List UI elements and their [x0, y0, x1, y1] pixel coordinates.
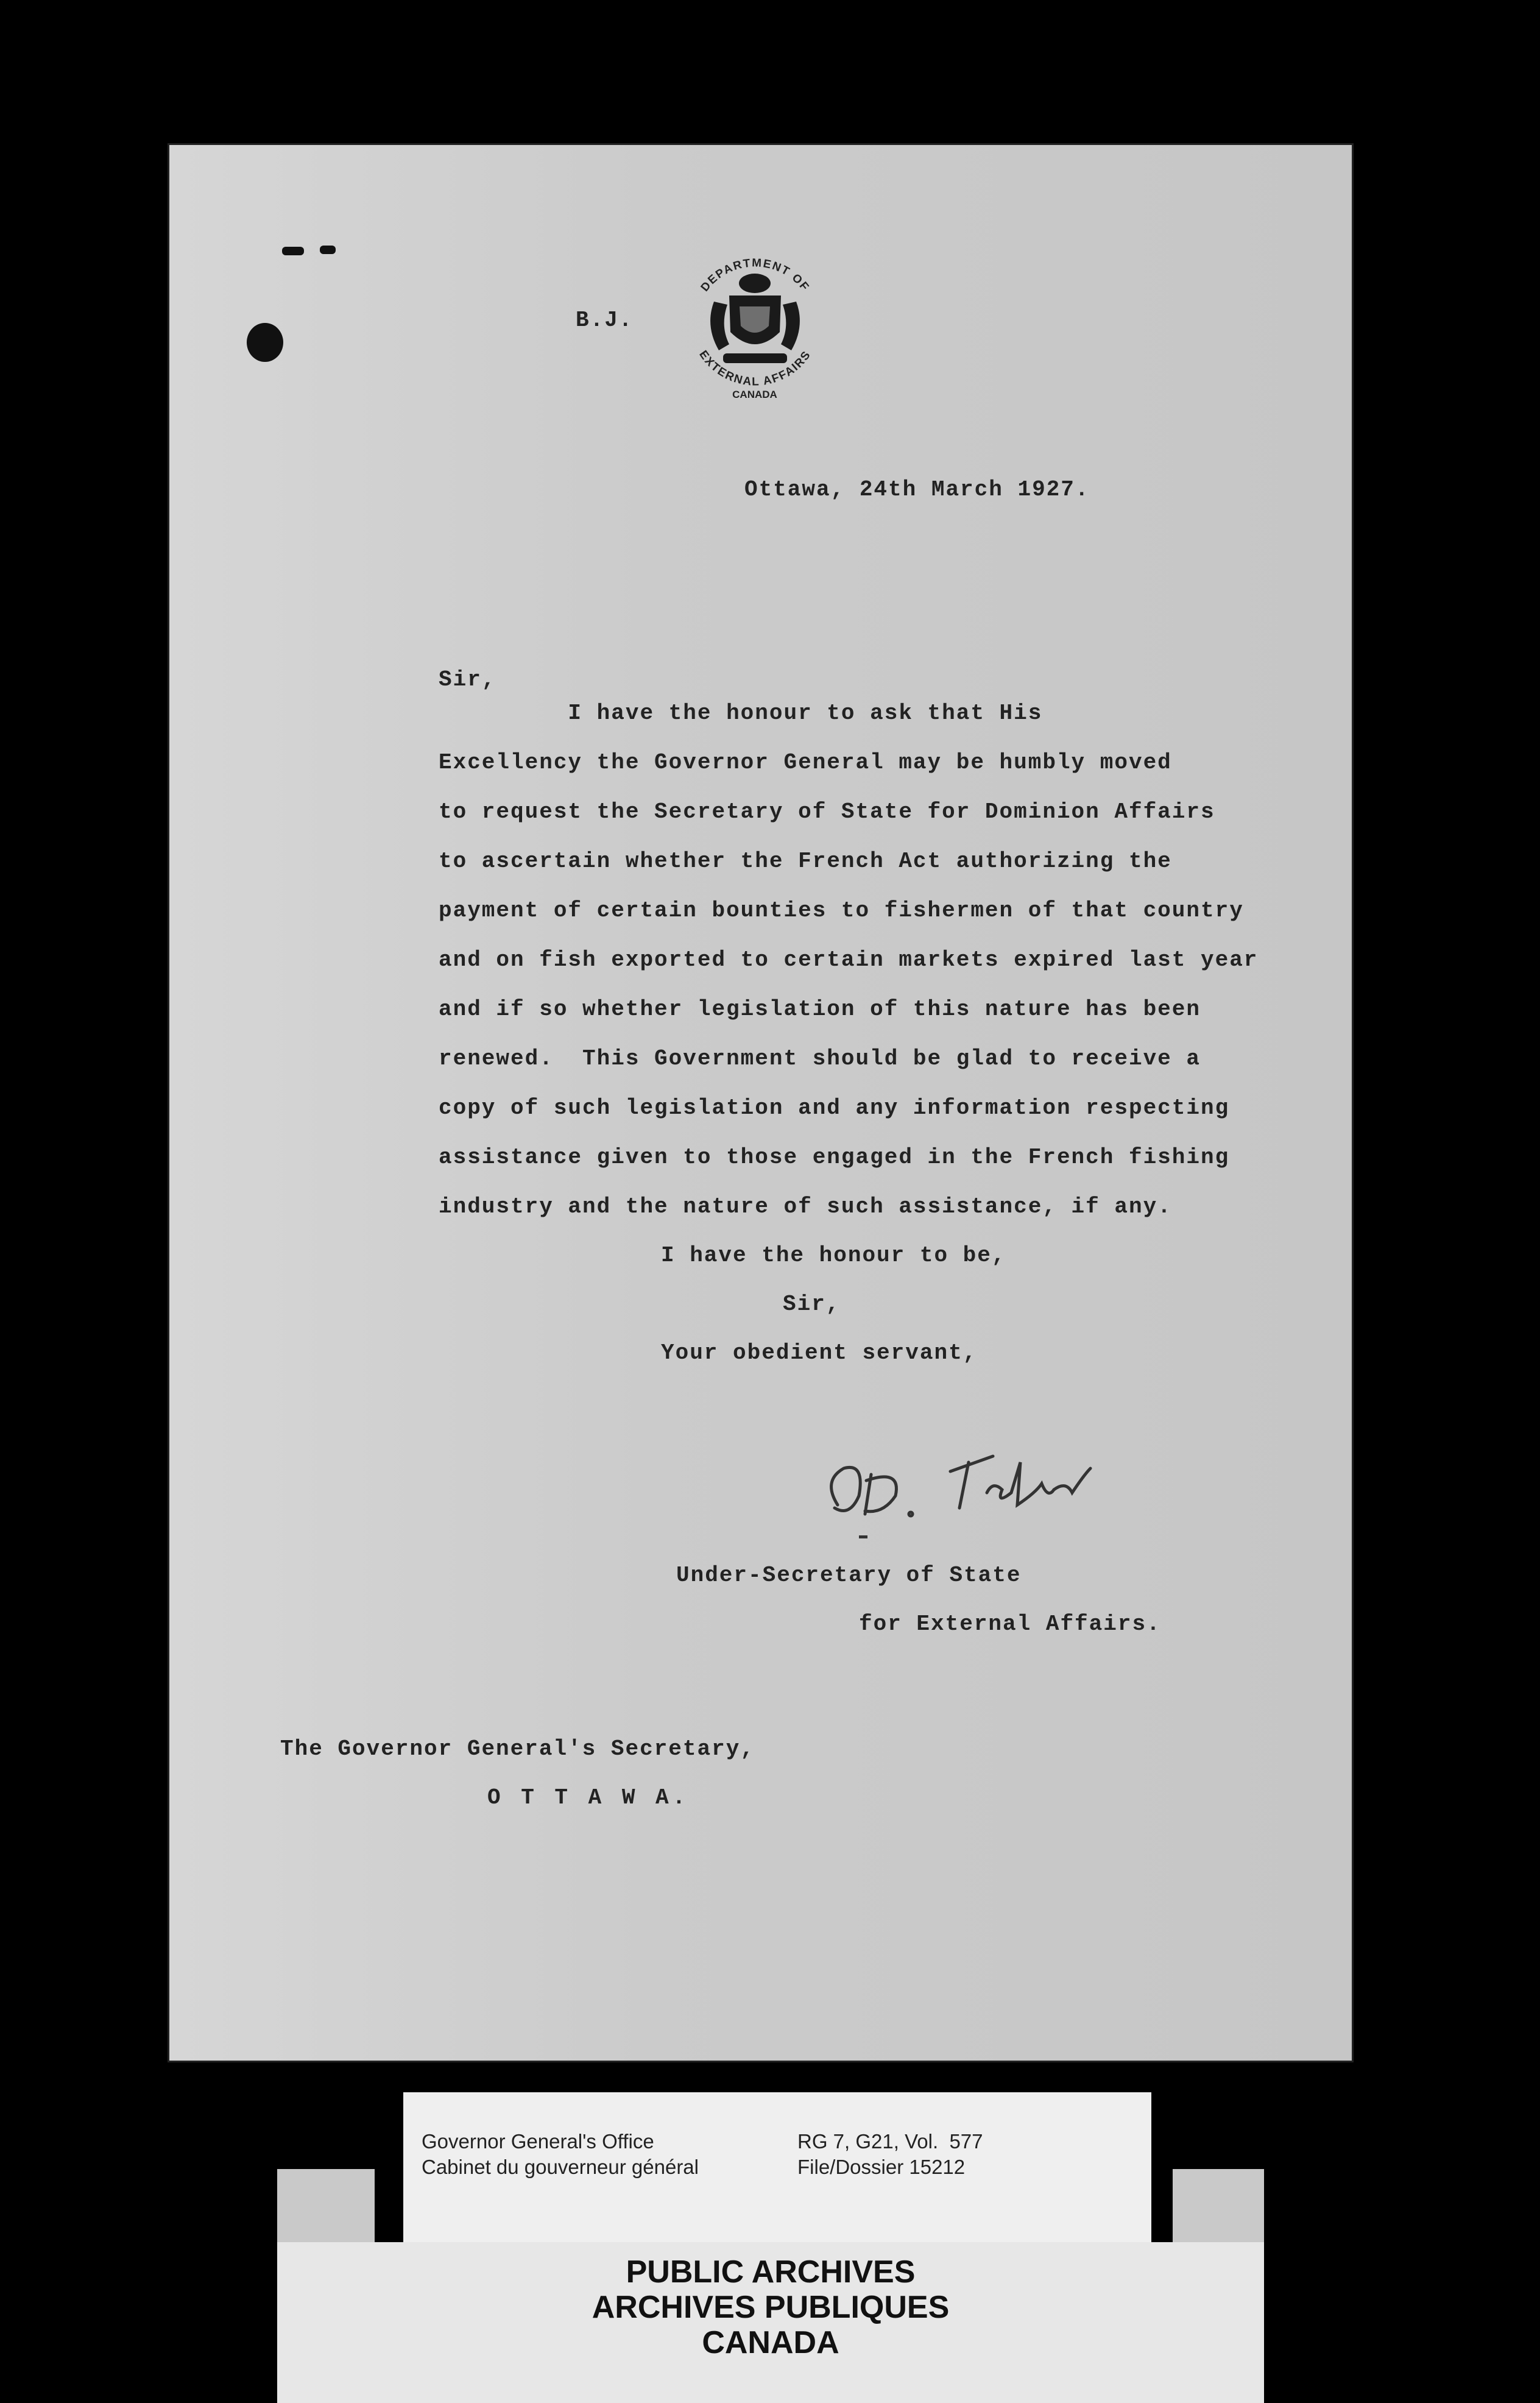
clip-left [277, 2169, 375, 2242]
addressee-line-2: O T T A W A. [487, 1785, 690, 1810]
body-line: and on fish exported to certain markets expired last year [439, 947, 1259, 972]
seal-text-country: CANADA [732, 389, 777, 400]
office-fr: Cabinet du gouverneur général [422, 2156, 699, 2178]
archives-line-1: PUBLIC ARCHIVES [626, 2254, 916, 2290]
body-line: to ascertain whether the French Act authorizing the [439, 849, 1172, 874]
initials: B.J. [576, 308, 634, 333]
letter-body [439, 688, 1352, 1231]
office-en: Governor General's Office [422, 2130, 654, 2153]
body-line: I have the honour to ask that His [439, 701, 1043, 726]
punch-mark [320, 246, 336, 254]
body-line: assistance given to those engaged in the French fishing [439, 1145, 1230, 1170]
body-line: to request the Secretary of State for Dominion Affairs [439, 799, 1215, 824]
handwritten-signature [810, 1438, 1176, 1541]
archives-line-3: CANADA [702, 2325, 839, 2360]
addressee-line-1: The Governor General's Secretary, [280, 1736, 755, 1761]
date-line: Ottawa, 24th March 1927. [744, 477, 1090, 502]
body-line: payment of certain bounties to fishermen of that country [439, 898, 1244, 923]
punch-mark [282, 247, 304, 255]
clip-right [1173, 2169, 1264, 2242]
department-seal [671, 235, 839, 402]
seal-text-top: DEPARTMENT OF [698, 257, 812, 294]
signature-title-1: Under-Secretary of State [676, 1563, 1022, 1588]
body-line: Excellency the Governor General may be humbly moved [439, 750, 1172, 775]
body-line: industry and the nature of such assistance, if any. [439, 1194, 1172, 1219]
archive-reference-label [403, 2092, 1151, 2257]
file-number: File/Dossier 15212 [797, 2156, 966, 2178]
closing-line-2: Sir, [783, 1292, 841, 1317]
reference-number: RG 7, G21, Vol. 577 [797, 2130, 983, 2153]
archives-line-2: ARCHIVES PUBLIQUES [592, 2290, 950, 2325]
closing-line-3: Your obedient servant, [661, 1340, 978, 1365]
signature-title-2: for External Affairs. [859, 1612, 1161, 1637]
body-line: and if so whether legislation of this nature has been [439, 997, 1201, 1022]
body-line: copy of such legislation and any information respecting [439, 1095, 1230, 1120]
archives-stamp [277, 2242, 1264, 2403]
closing-line-1: I have the honour to be, [661, 1243, 1006, 1268]
salutation: Sir, [439, 667, 496, 692]
punch-hole [247, 323, 283, 362]
seal-text-bottom: EXTERNAL AFFAIRS [696, 348, 814, 389]
body-line: renewed. This Government should be glad to receive a [439, 1046, 1201, 1071]
